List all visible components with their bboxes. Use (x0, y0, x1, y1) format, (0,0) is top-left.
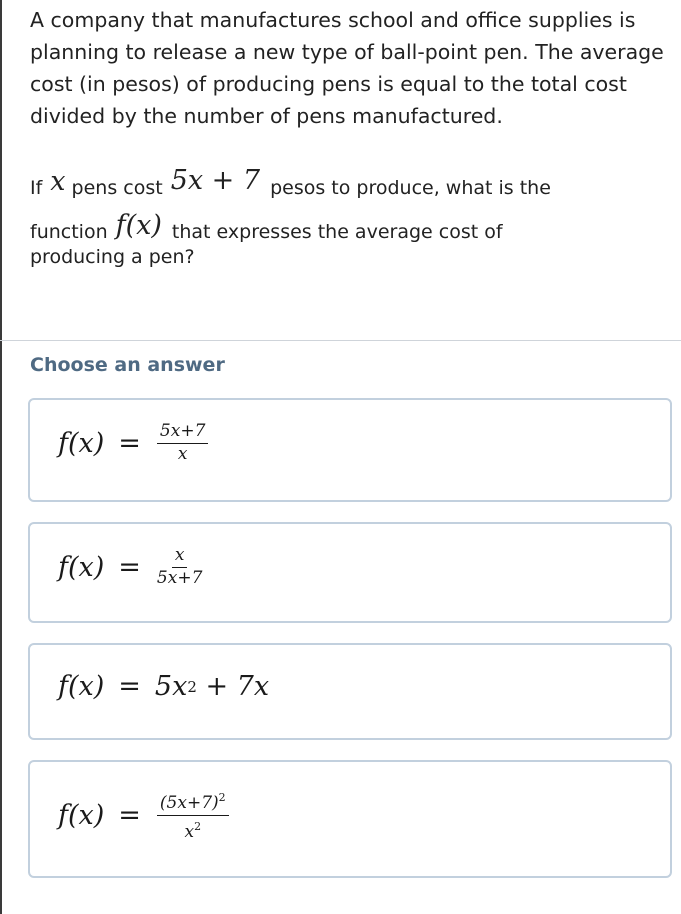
question-text-producing: producing a pen? (30, 246, 195, 268)
variable-x: x (50, 165, 66, 197)
function-expression: f(x) (115, 209, 162, 241)
option-2-lhs: f(x) (58, 551, 105, 583)
option-4-denominator: x (184, 822, 195, 842)
question-line-function (30, 204, 670, 250)
option-1-equals: = (118, 427, 141, 459)
option-2-fraction (157, 546, 202, 588)
cost-expression: 5x + 7 (170, 164, 261, 196)
question-text-pens-cost: pens cost (71, 177, 163, 199)
question-line-cost (30, 160, 670, 206)
option-3-lhs: f(x) (58, 671, 105, 702)
option-4-numerator: (5x+7) (159, 793, 219, 813)
option-1-numerator: 5x+7 (157, 422, 208, 444)
option-1-formula (58, 422, 208, 464)
option-2-denominator: 5x+7 (156, 568, 203, 588)
option-4-lhs: f(x) (58, 799, 105, 831)
answer-option-4[interactable] (28, 760, 672, 878)
question-text-function: function (30, 221, 108, 243)
option-4-denominator-group (184, 816, 201, 842)
option-2-numerator: x (172, 546, 188, 568)
section-divider (0, 340, 681, 341)
option-3-term-b: + 7x (196, 671, 270, 702)
question-paragraph: A company that manufactures school and office supplies is planning to release a new type of ball-point pen. The average cost (in pesos) of producing pens is equal to the total cost divided by the number of pens manufactured. (30, 8, 664, 128)
option-1-denominator: x (177, 444, 188, 464)
option-3-formula (58, 671, 269, 702)
question-text-expresses: that expresses the average cost of (171, 221, 503, 243)
option-1-fraction (157, 422, 208, 464)
option-1-lhs: f(x) (58, 427, 105, 459)
option-3-exponent: 2 (187, 677, 197, 696)
option-2-formula (58, 546, 202, 588)
answer-option-2[interactable] (28, 522, 672, 623)
question-text-if: If (30, 177, 43, 199)
option-3-equals: = (118, 671, 141, 702)
question-text-pesos: pesos to produce, what is the (270, 177, 551, 199)
choose-answer-label: Choose an answer (30, 354, 225, 376)
option-4-fraction (157, 788, 229, 842)
answer-option-3[interactable] (28, 643, 672, 740)
left-border (0, 0, 2, 914)
option-4-denominator-exponent: 2 (194, 820, 202, 833)
option-2-equals: = (118, 551, 141, 583)
answer-option-1[interactable] (28, 398, 672, 502)
option-4-equals: = (118, 799, 141, 831)
option-4-formula (58, 788, 229, 842)
option-4-numerator-group (157, 788, 229, 816)
option-3-term-a: 5x (154, 671, 188, 702)
option-4-numerator-exponent: 2 (218, 791, 226, 804)
